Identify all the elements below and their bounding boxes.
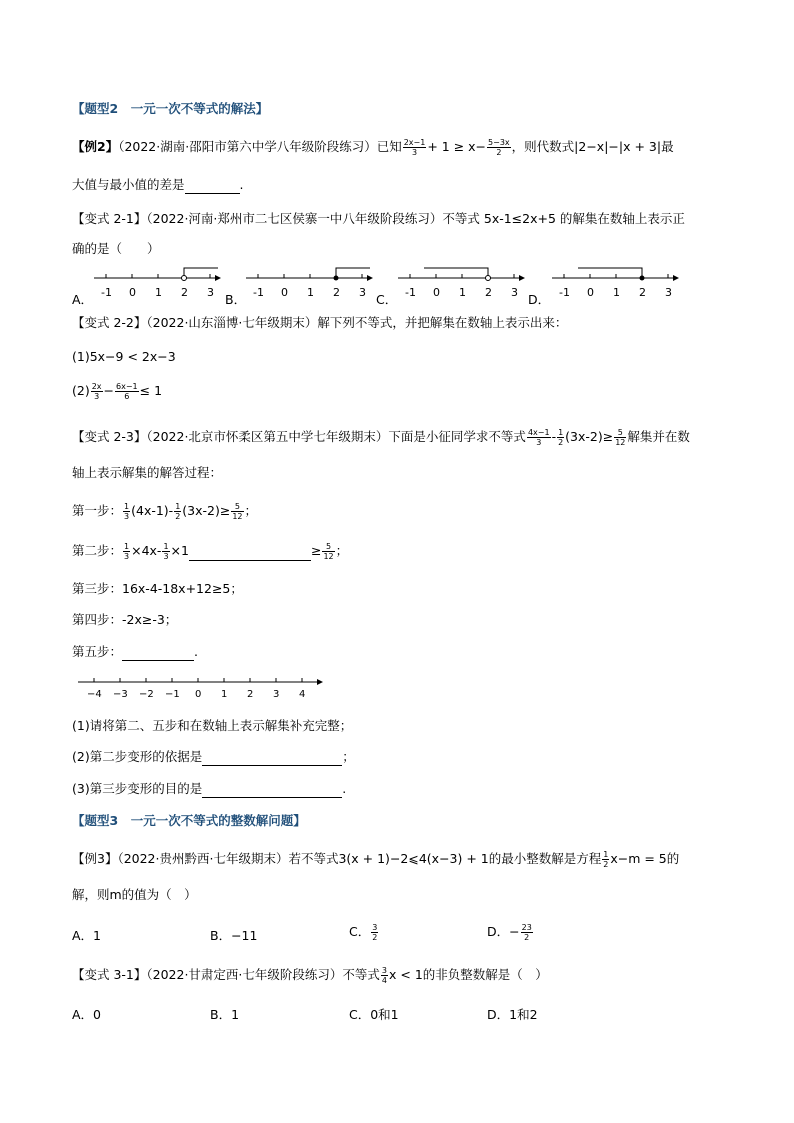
- svg-text:−1: −1: [165, 689, 180, 700]
- example-3-line2: 解，则m的值为（ ）: [72, 887, 197, 902]
- step-3: 第三步：16x-4-18x+12≥5；: [72, 581, 243, 596]
- svg-text:3: 3: [359, 286, 366, 299]
- number-line-c: [398, 268, 524, 299]
- fraction: $\frac{2x}{3}$: [91, 382, 102, 401]
- expr-mid: + 1 ≥ x−: [427, 139, 487, 154]
- variant-2-2-q2: (2) $\frac{2x}{3}$ − $\frac{6x-1}{6}$ ≤ 1: [72, 382, 163, 401]
- part-3-blank[interactable]: [202, 784, 342, 798]
- example-2-line1: [72, 138, 674, 157]
- svg-text:−4: −4: [87, 689, 102, 700]
- svg-text:0: 0: [281, 286, 288, 299]
- open-dot: [486, 276, 491, 281]
- step-4: 第四步：-2x≥-3；: [72, 612, 178, 627]
- number-line-options: [0, 262, 794, 304]
- svg-text:0: 0: [587, 286, 594, 299]
- svg-text:1: 1: [155, 286, 162, 299]
- example-3-option-c[interactable]: C． $\frac{3}{2}$: [349, 923, 378, 942]
- part-3: (3)第三步变形的目的是 .: [72, 781, 347, 796]
- example-3-line1: 【例3】（2022·贵州黔西·七年级期末）若不等式3(x + 1)−2⩽4(x−3) + 1的最小整数解是方程 $\frac{1}{2}$ x−m = 5的: [72, 850, 680, 869]
- example-2-tag: 【例2】: [72, 139, 119, 154]
- step-5: 第五步： .: [72, 644, 198, 659]
- example-3-option-a[interactable]: A．1: [72, 928, 102, 943]
- step-2: 第二步： $\frac{1}{3}$ ×4x- $\frac{1}{3}$ ×1 ≥ $\frac{5}{12}$ ；: [72, 542, 349, 561]
- fraction: $\frac{5}{12}$: [615, 428, 626, 447]
- variant-3-1-option-b[interactable]: B．1: [210, 1007, 240, 1022]
- variant-2-3-line1: 【变式 2-3】（2022·北京市怀柔区第五中学七年级期末）下面是小征同学求不等式 $\frac{4x-1}{3}$ - $\frac{1}{2}$ (3x-2)≥ $\frac{5}{12}$ 解集并在数: [72, 428, 690, 447]
- step-2-blank[interactable]: [189, 547, 311, 561]
- number-line-step5: [70, 672, 330, 706]
- svg-text:1: 1: [459, 286, 466, 299]
- variant-3-1-option-d[interactable]: D．1和2: [487, 1007, 538, 1022]
- number-line-b: [246, 268, 372, 299]
- variant-2-2-q1: (1)5x−9 < 2x−3: [72, 349, 176, 364]
- variant-2-1-line2: 确的是（ ）: [72, 241, 160, 256]
- variant-2-2-text: 【变式 2-2】（2022·山东淄博·七年级期末）解下列不等式，并把解集在数轴上表示出来：: [72, 315, 568, 330]
- option-a-label: A．: [72, 292, 94, 307]
- part-2-blank[interactable]: [202, 752, 342, 766]
- closed-dot: [640, 276, 645, 281]
- fraction: $\frac{4x-1}{3}$: [527, 428, 550, 447]
- svg-text:−2: −2: [139, 689, 154, 700]
- section-heading-3: 【题型3 一元一次不等式的整数解问题】: [72, 813, 306, 828]
- number-line-a: [94, 268, 220, 299]
- svg-text:-1: -1: [559, 286, 570, 299]
- example-2-line2: 大值与最小值的差是 .: [72, 177, 244, 192]
- example-3-option-b[interactable]: B．−11: [210, 928, 258, 943]
- svg-text:2: 2: [181, 286, 188, 299]
- fraction: $\frac{5-3x}{2}$: [488, 138, 510, 157]
- svg-text:2: 2: [485, 286, 492, 299]
- example-3-option-d[interactable]: D．− $\frac{23}{2}$: [487, 923, 532, 942]
- variant-2-3-line2: 轴上表示解集的解答过程：: [72, 465, 223, 480]
- open-dot: [182, 276, 187, 281]
- variant-3-1-option-c[interactable]: C．0和1: [349, 1007, 399, 1022]
- option-d-label: D．: [528, 292, 551, 307]
- svg-text:2: 2: [333, 286, 340, 299]
- fraction: $\frac{2x-1}{3}$: [403, 138, 426, 157]
- svg-text:-1: -1: [405, 286, 416, 299]
- option-c-label: C．: [376, 292, 398, 307]
- svg-text:0: 0: [195, 689, 202, 700]
- part-2: (2)第二步变形的依据是 ；: [72, 749, 355, 764]
- svg-text:3: 3: [207, 286, 214, 299]
- expr-tail: ，则代数式|2−x|−|x + 3|最: [511, 139, 674, 154]
- svg-text:2: 2: [247, 689, 254, 700]
- fraction: $\frac{1}{2}$: [603, 850, 609, 869]
- fraction: $\frac{1}{2}$: [558, 428, 564, 447]
- closed-dot: [334, 276, 339, 281]
- option-b-label: B．: [225, 292, 247, 307]
- fraction: $\frac{3}{4}$: [381, 966, 387, 985]
- variant-2-1-line1: 【变式 2-1】（2022·河南·郑州市二七区侯寨一中八年级阶段练习）不等式 5x-1≤2x+5 的解集在数轴上表示正: [72, 211, 685, 226]
- section-heading-2: 【题型2 一元一次不等式的解法】: [72, 101, 269, 116]
- answer-blank[interactable]: [185, 180, 240, 194]
- number-line-d: [552, 268, 678, 299]
- part-1: (1)请将第二、五步和在数轴上表示解集补充完整；: [72, 718, 353, 733]
- step-1: 第一步： $\frac{1}{3}$ (4x-1)- $\frac{1}{2}$ (3x-2)≥ $\frac{5}{12}$ ；: [72, 502, 258, 521]
- variant-3-1-line1: 【变式 3-1】（2022·甘肃定西·七年级阶段练习）不等式 $\frac{3}{4}$ x < 1的非负整数解是（ ）: [72, 966, 548, 985]
- svg-text:-1: -1: [253, 286, 264, 299]
- svg-text:3: 3: [511, 286, 518, 299]
- svg-text:2: 2: [639, 286, 646, 299]
- svg-text:1: 1: [307, 286, 314, 299]
- fraction: $\frac{6x-1}{6}$: [116, 382, 138, 401]
- example-2-source: （2022·湖南·邵阳市第六中学八年级阶段练习）已知: [118, 139, 402, 154]
- variant-3-1-option-a[interactable]: A．0: [72, 1007, 102, 1022]
- svg-text:0: 0: [129, 286, 136, 299]
- svg-text:3: 3: [665, 286, 672, 299]
- svg-text:0: 0: [433, 286, 440, 299]
- svg-text:1: 1: [613, 286, 620, 299]
- svg-text:−3: −3: [113, 689, 128, 700]
- step-5-blank[interactable]: [122, 647, 194, 661]
- svg-text:4: 4: [299, 689, 306, 700]
- svg-text:3: 3: [273, 689, 280, 700]
- svg-text:-1: -1: [101, 286, 112, 299]
- svg-text:1: 1: [221, 689, 228, 700]
